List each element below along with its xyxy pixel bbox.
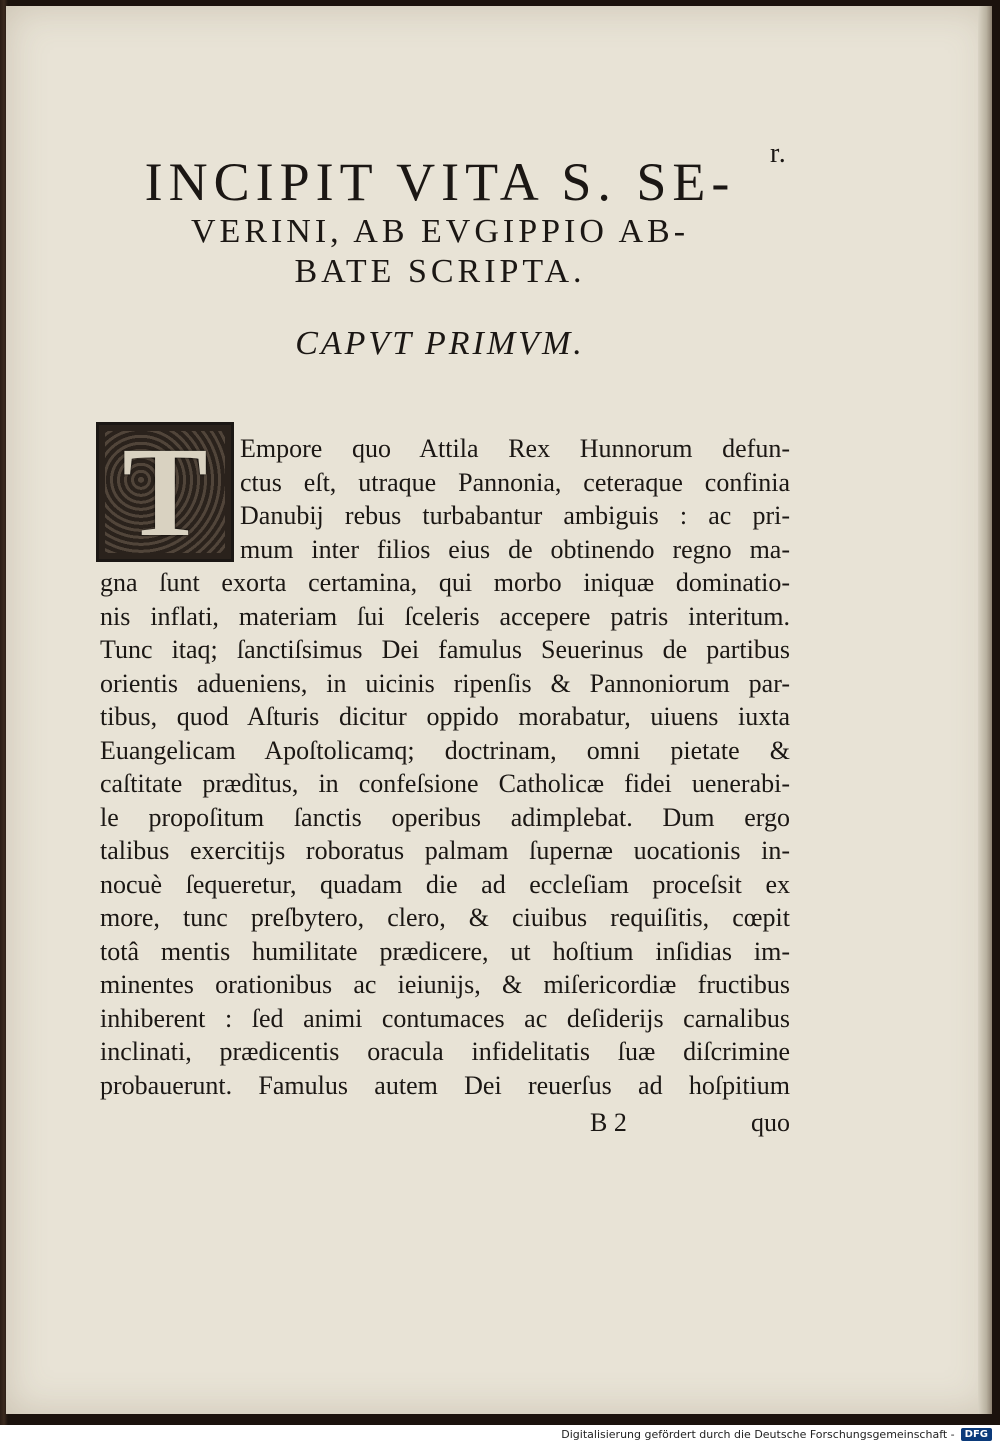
text-line: minentes orationibus ac ieiunijs, & miſericordiæ fructibus <box>100 970 790 999</box>
text-line: Euangelicam Apoſtolicamq; doctrinam, omni pietate & <box>100 735 790 765</box>
initial-letter: T <box>122 421 208 563</box>
footer-credit-bar <box>0 1425 1000 1443</box>
title-line-2: VERINI, AB EVGIPPIO AB- <box>190 213 690 250</box>
dfg-logo: DFG <box>961 1428 992 1441</box>
chapter-heading: CAPVT PRIMVM. <box>295 325 585 362</box>
catchline <box>590 1108 790 1138</box>
text-line: Empore quo Attila Rex Hunnorum defun- <box>240 434 790 463</box>
text-line: totâ mentis humilitate prædicere, ut hoſtium inſidias im- <box>100 936 790 966</box>
text-line: probauerunt. Famulus autem Dei reuerſus ad hoſpitium <box>100 1070 790 1100</box>
page-edge <box>978 6 992 1414</box>
folio-number: r. <box>770 138 787 169</box>
text-line: Danubij rebus turbabantur ambiguis : ac pri- <box>240 501 790 530</box>
text-line: Tunc itaq; ſanctiſsimus Dei famulus Seuerinus de partibus <box>100 635 790 664</box>
text-line: orientis adueniens, in uicinis ripenſis & Pannoniorum par- <box>100 668 790 698</box>
text-line: inhiberent : ſed animi contumaces ac deſiderijs carnalibus <box>100 1003 790 1033</box>
text-line: inclinati, prædicentis oracula infidelitatis ſuæ diſcrimine <box>100 1037 790 1066</box>
text-line: le propoſitum ſanctis operibus adimplebat. Dum ergo <box>100 802 790 832</box>
text-line: more, tunc preſbytero, clero, & ciuibus requiſitis, cœpit <box>100 903 790 932</box>
title-line-1: INCIPIT VITA S. SE- <box>144 152 736 212</box>
page-title <box>100 152 780 290</box>
text-line: gna ſunt exorta certamina, qui morbo iniquæ dominatio- <box>100 568 790 597</box>
title-line-3: BATE SCRIPTA. <box>294 253 586 290</box>
text-line: tibus, quod Aſturis dicitur oppido morabatur, uiuens iuxta <box>100 702 790 731</box>
catchword: quo <box>751 1108 790 1137</box>
text-line: nocuè ſequeretur, quadam die ad eccleſiam proceſsit ex <box>100 869 790 899</box>
text-line: ctus eſt, utraque Pannonia, ceteraque confinia <box>240 467 790 497</box>
signature-mark: B 2 <box>590 1108 627 1137</box>
text-line: mum inter filios eius de obtinendo regno ma- <box>240 534 790 564</box>
text-line: caſtitate prædìtus, in confeſsione Catholicæ fidei uenerabi- <box>100 769 790 798</box>
text-line: nis inflati, materiam ſui ſceleris accepere patris interitum. <box>100 601 790 631</box>
text-line: talibus exercitijs roboratus palmam ſupernæ uocationis in- <box>100 836 790 865</box>
footer-credit: Digitalisierung gefördert durch die Deutsche Forschungsgemeinschaft - <box>561 1427 955 1441</box>
body-text <box>100 432 790 1102</box>
